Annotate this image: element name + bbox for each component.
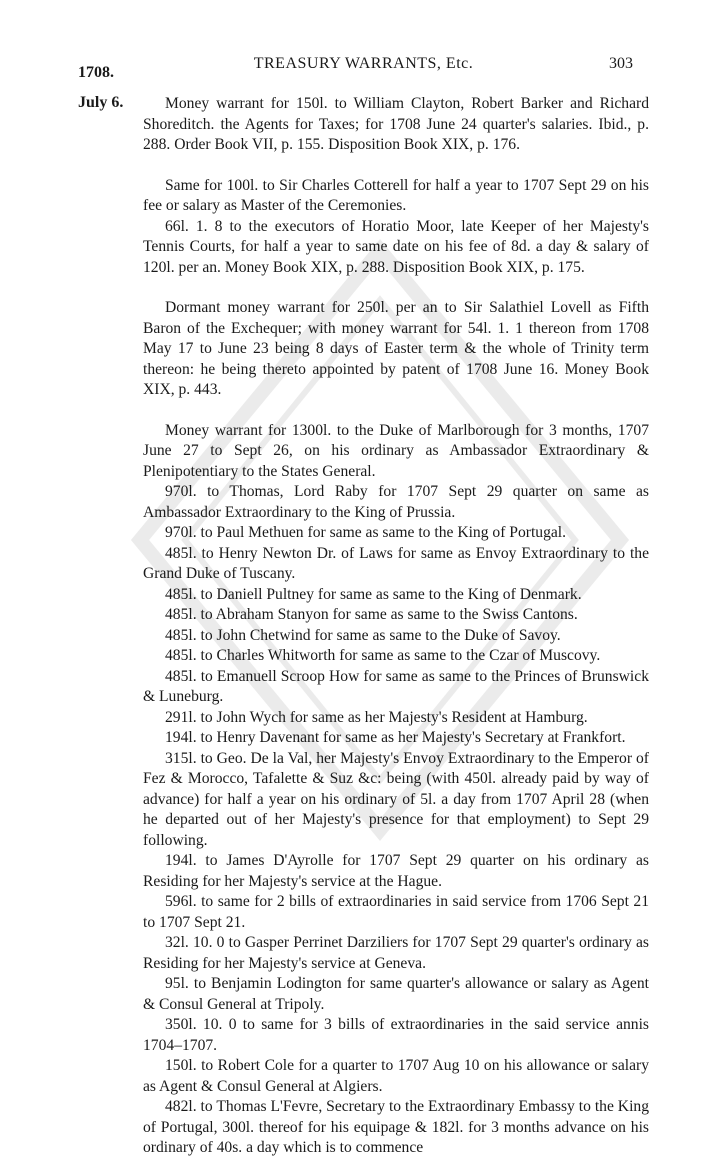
entry-ambassadors	[143, 421, 649, 1159]
paragraph: 482l. to Thomas L'Fevre, Secretary to the Extraordinary Embassy to the King of Portugal, 300l. thereof for his equipage & 182l. for 3 months advance on his ordinary of 40s. a day which is to commence	[143, 1098, 649, 1156]
paragraph: Dormant money warrant for 250l. per an to Sir Salathiel Lovell as Fifth Baron of the Exchequer; with money warrant for 54l. 1. 1 thereon from 1708 May 17 to June 23 being 8 days of Easter term & the whole of Trinity term thereon: he being thereto appointed by patent of 1708 June 16. Money Book XIX, p. 443.	[143, 299, 649, 398]
paragraph: Money warrant for 150l. to William Clayton, Robert Barker and Richard Shoreditch. the Agents for Taxes; for 1708 June 24 quarter's salaries. Ibid., p. 288. Order Book VII, p. 155. Disposition Book XIX, p. 176.	[143, 95, 649, 153]
entry-baron-exchequer	[143, 298, 649, 401]
paragraph: 66l. 1. 8 to the executors of Horatio Moor, late Keeper of her Majesty's Tennis Courts, for half a year to same date on his fee of 8d. a day & salary of 120l. per an. Money Book XIX, p. 288. Disposition Book XIX, p. 175.	[143, 217, 649, 276]
paragraph: 32l. 10. 0 to Gasper Perrinet Darziliers for 1707 Sept 29 quarter's ordinary as Residing for her Majesty's service at Geneva.	[143, 934, 649, 972]
paragraph: 485l. to John Chetwind for same as same to the Duke of Savoy.	[165, 626, 561, 644]
paragraph: 970l. to Thomas, Lord Raby for 1707 Sept 29 quarter on same as Ambassador Extraordinary to the King of Prussia.	[143, 483, 649, 521]
paragraph: 970l. to Paul Methuen for same as same to the King of Portugal.	[165, 524, 567, 541]
document-body	[143, 94, 649, 1159]
paragraph: 485l. to Henry Newton Dr. of Laws for same as Envoy Extraordinary to the Grand Duke of Tuscany.	[143, 544, 649, 582]
entry-agents-for-taxes	[143, 94, 649, 156]
paragraph: 95l. to Benjamin Lodington for same quarter's allowance or salary as Agent & Consul General at Tripoly.	[143, 975, 649, 1013]
paragraph: 150l. to Robert Cole for a quarter to 1707 Aug 10 on his allowance or salary as Agent & Consul General at Algiers.	[143, 1057, 649, 1095]
page-header	[0, 52, 727, 81]
paragraph: Money warrant for 1300l. to the Duke of Marlborough for 3 months, 1707 June 27 to Sept 26, on his ordinary as Ambassador Extraordinary & Plenipotentiary to the States General.	[143, 421, 649, 480]
year-label: 1708.	[78, 64, 114, 81]
paragraph: Same for 100l. to Sir Charles Cotterell for half a year to 1707 Sept 29 on his fee or salary as Master of the Ceremonies.	[143, 176, 649, 214]
entry-ceremonies	[143, 176, 649, 279]
paragraph: 596l. to same for 2 bills of extraordinaries in said service from 1706 Sept 21 to 1707 Sept 21.	[143, 893, 649, 931]
paragraph: 350l. 10. 0 to same for 3 bills of extraordinaries in the said service annis 1704–1707.	[143, 1016, 649, 1054]
paragraph: 485l. to Emanuell Scroop How for same as same to the Princes of Brunswick & Luneburg.	[143, 667, 649, 705]
paragraph: 291l. to John Wych for same as her Majesty's Resident at Hamburg.	[165, 708, 588, 726]
paragraph: 194l. to Henry Davenant for same as her Majesty's Secretary at Frankfort.	[165, 729, 626, 746]
page-number: 303	[609, 55, 633, 72]
paragraph: 194l. to James D'Ayrolle for 1707 Sept 29 quarter on his ordinary as Residing for her Majesty's service at the Hague.	[143, 852, 649, 890]
paragraph: 485l. to Daniell Pultney for same as same to the King of Denmark.	[165, 585, 582, 603]
date-label: July 6.	[78, 94, 124, 111]
paragraph: 485l. to Abraham Stanyon for same as same to the Swiss Cantons.	[165, 606, 578, 623]
running-title: TREASURY WARRANTS, Etc.	[253, 55, 474, 72]
paragraph: 315l. to Geo. De la Val, her Majesty's Envoy Extraordinary to the Emperor of Fez & Morocco, Tafalette & Suz &c: being (with 450l. already paid by way of advance) for half a year on his ordinary of 5l. a day from 1707 April 28 (when he departed out of her Majesty's presence for that employment) to Sept 29 following.	[143, 749, 649, 849]
paragraph: 485l. to Charles Whitworth for same as same to the Czar of Muscovy.	[165, 647, 601, 664]
